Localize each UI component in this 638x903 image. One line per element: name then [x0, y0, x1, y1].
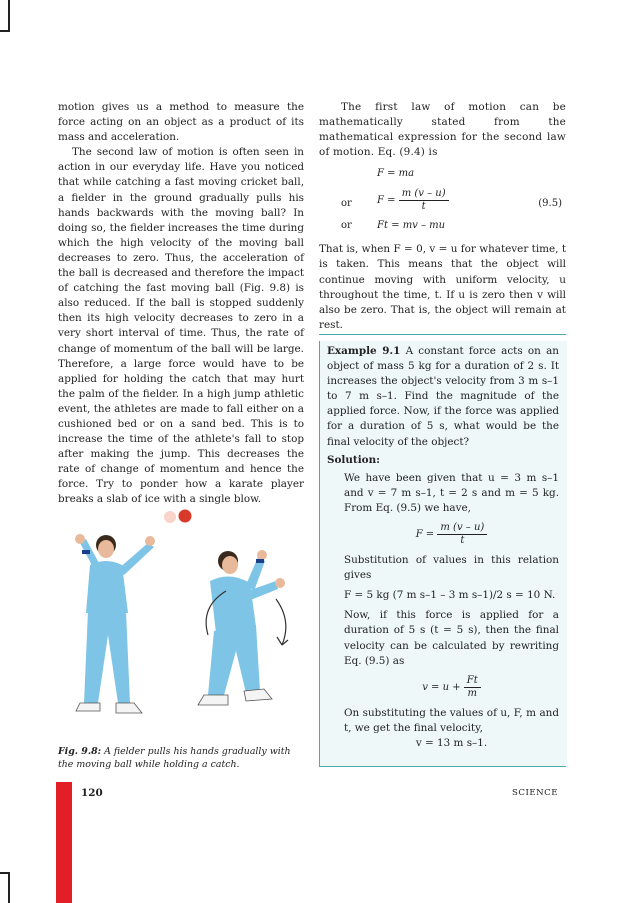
equation-3-text: Ft = mv – mu — [377, 220, 446, 232]
figure-label: Fig. 9.8: — [58, 746, 102, 757]
force-formula-denominator: t — [460, 535, 465, 547]
example-title: Example 9.1 — [327, 345, 401, 357]
crop-mark-bottom-left-v — [8, 872, 10, 903]
equation-1 — [319, 166, 566, 188]
crop-mark-top-left-h — [0, 30, 10, 32]
velocity-formula-numerator: Ft — [464, 675, 481, 688]
right-conclusion: That is, when F = 0, v = u for whatever time, t is taken. This means that the object will continue moving with uniform velocity, u throughout the time, t. If u is zero then v will also be zero. That is, the object will remain at rest. — [319, 243, 566, 331]
crop-mark-top-left-v — [8, 0, 10, 30]
cricket-ball — [179, 510, 192, 523]
left-paragraph-2: The second law of motion is often seen in action in our everyday life. Have you noticed that while catching a fast moving cricket ball, a fielder in the ground gradually pulls his hands backwards with the moving ball? In doing so, the fielder increases the time during which the high velocity of the moving ball decreases to zero. Thus, the acceleration of the ball is decreased and therefore the impact of catching the fast moving ball (Fig. 9.8) is also reduced. If the ball is stopped suddenly then its high velocity decreases to zero in a very short interval of time. Thus, the rate of change of momentum of the ball will be large. Therefore, a large force would have to be applied for holding the catch that may hurt the palm of the fielder. In a high jump athletic event, the athletes are made to fall either on a cushioned bed or on a sand bed. This is to increase the time of the athlete's fall to stop after making the jump. This decreases the rate of change of momentum and hence the force. Try to ponder how a karate player breaks a slab of ice with a single blow. — [58, 146, 304, 506]
velocity-formula-fraction — [464, 675, 481, 700]
velocity-formula-denominator: m — [467, 687, 478, 699]
fielder-figure-2 — [198, 550, 285, 705]
left-column — [58, 100, 304, 508]
example-bottom-rule — [319, 766, 566, 767]
solution-force-formula — [344, 522, 559, 547]
equation-2-numerator: m (v – u) — [399, 188, 449, 201]
example-question: A constant force acts on an object of mass 5 kg for a duration of 2 s. It increases the object's velocity from 3 m s–1 to 7 m s–1. Find the magnitude of the applied force. Now, if the force was applied for a duration of 5 s, what would be the final velocity of the object? — [327, 345, 559, 448]
equation-2-or: or — [341, 198, 352, 210]
force-formula-numerator: m (v – u) — [437, 522, 487, 535]
equation-2-lhs: F = — [377, 195, 396, 207]
equation-1-text: F = ma — [377, 168, 415, 180]
fielder-illustration — [60, 495, 300, 735]
equation-3-or: or — [341, 220, 352, 232]
velocity-formula-lhs: v = u + — [422, 681, 461, 693]
figure-caption-text: A fielder pulls his hands gradually with the moving ball while holding a catch. — [58, 746, 291, 770]
solution-final: v = 13 m s–1. — [415, 736, 488, 749]
page-red-bar — [56, 782, 72, 903]
equation-2-body — [377, 188, 449, 213]
solution-now: Now, if this force is applied for a duration of 5 s (t = 5 s), then the final velocity can be calculated by rewriting Eq. (9.5) as — [344, 609, 559, 667]
running-head: SCIENCE — [512, 788, 558, 798]
solution-substitution-intro: Substitution of values in this relation gives — [344, 554, 559, 582]
solution-substitution: F = 5 kg (7 m s–1 – 3 m s–1)/2 s = 10 N. — [344, 589, 556, 602]
fielder-figure-1 — [75, 534, 155, 713]
page-number: 120 — [81, 787, 103, 799]
solution-label: Solution: — [327, 453, 381, 466]
solution-final-intro: On substituting the values of u, F, m and t, we get the final velocity, — [344, 706, 559, 734]
equation-2-fraction — [399, 188, 449, 213]
example-question-block — [327, 344, 559, 450]
right-intro: The first law of motion can be mathematically stated from the mathematical expression for the second law of motion. Eq. (9.4) is — [319, 101, 566, 159]
equation-3 — [319, 218, 566, 240]
crop-mark-bottom-left-h — [0, 872, 10, 874]
equation-number: (9.5) — [538, 198, 562, 210]
left-paragraph-1: motion gives us a method to measure the force acting on an object as a product of its mass and acceleration. — [58, 101, 304, 144]
example-separator — [319, 334, 566, 335]
equation-2-denominator: t — [421, 201, 426, 213]
example-content — [327, 344, 559, 751]
ball-motion-trail — [164, 511, 176, 523]
right-column — [319, 100, 566, 333]
figure-caption — [58, 745, 308, 771]
solution-given: We have been given that u = 3 m s–1 and v = 7 m s–1, t = 2 s and m = 5 kg. From Eq. (9.5) we have, — [344, 471, 559, 514]
solution-body — [327, 471, 559, 751]
equation-2 — [319, 188, 566, 218]
force-formula-fraction — [437, 522, 487, 547]
force-formula-lhs: F = — [415, 529, 435, 541]
solution-velocity-formula — [344, 675, 559, 700]
